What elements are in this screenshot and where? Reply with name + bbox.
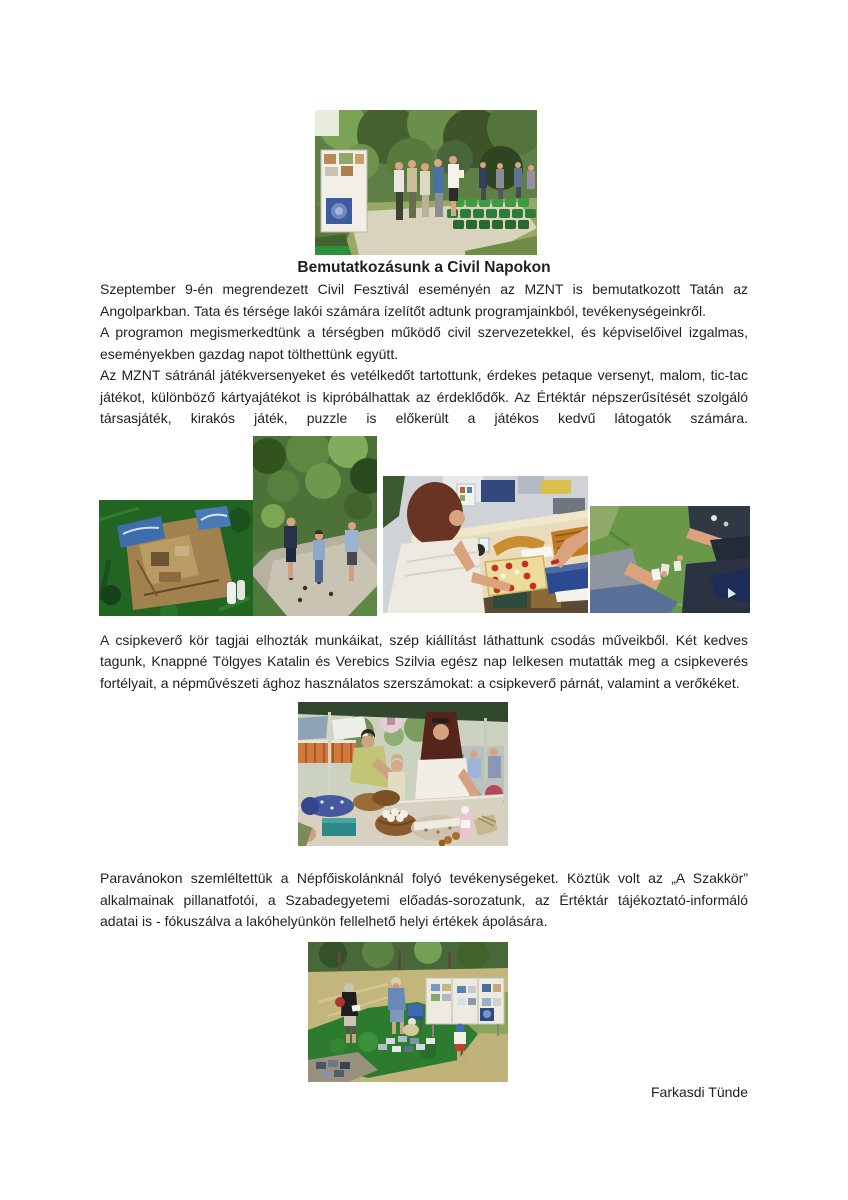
photo-card-game-grass bbox=[590, 506, 750, 613]
photo-lace-exhibition-image bbox=[298, 702, 508, 846]
photo-board-game-image bbox=[383, 476, 588, 613]
photo-petanque-image bbox=[253, 436, 377, 616]
paragraph-5: Paravánokon szemléltettük a Népfőiskolánknál folyó tevékenységeket. Köztük volt az „A Szakkör” alkalmainak pillanatfotói, a Szabadegyetemi előadás-sorozatunk, az Értéktár tájékoztató-informáló adatai is - fókuszálva a lakóhelyünkön fellelhető helyi értékek ápolására. bbox=[100, 870, 748, 929]
photo-festival-opening bbox=[315, 110, 537, 255]
photo-petanque-path bbox=[253, 436, 377, 616]
photo-paravans-lawn bbox=[308, 942, 508, 1082]
paragraph-4: A csipkeverő kör tagjai elhozták munkáikat, szép kiállítást láthattunk csodás műveikből. Két kedves tagunk, Knappné Tölgyes Katalin és Verebics Szilvia egész nap lelkesen mutatták meg a csipkeverés fortélyait, a népművészeti ághoz használatos szerszámokat: a csipkeverő párnát, valamint a verőkéket. bbox=[100, 631, 748, 691]
photo-festival-opening-image bbox=[315, 110, 537, 255]
photo-lace-exhibition bbox=[298, 702, 508, 846]
paragraph-2: A programon megismerkedtünk a térségben működő civil szervezetekkel, és képviselőivel izgalmas, eseményekben gazdag napot tölthettünk együtt. bbox=[100, 324, 748, 362]
article-title: Bemutatkozásunk a Civil Napokon bbox=[297, 259, 551, 276]
signature: Farkasdi Tünde bbox=[650, 1083, 748, 1100]
photo-puzzle-image bbox=[99, 500, 253, 616]
photo-card-game-image bbox=[590, 506, 750, 613]
photo-puzzle-on-grass bbox=[99, 500, 253, 616]
photo-paravans-image bbox=[308, 942, 508, 1082]
paragraph-1: Szeptember 9-én megrendezett Civil Fesztivál eseményén az MZNT is bemutatkozott Tatán az Angolparkban. Tata és térsége lakói számára ízelítőt adtunk programjainkból, tevékenységeinkről. bbox=[100, 281, 748, 319]
photo-collage bbox=[100, 436, 748, 616]
photo-board-game-table bbox=[383, 476, 588, 613]
paragraph-3: Az MZNT sátránál játékversenyeket és vetélkedőt tartottunk, érdekes petaque versenyt, malom, tic-tac játékot, különböző kártyajátékot is kipróbálhattak az érdeklődők. Az Értéktár népszerűsítését szolgáló társasjáték, kirakós játék, puzzle is előkerült a játékos kedvű látogatók számára. bbox=[100, 367, 748, 426]
